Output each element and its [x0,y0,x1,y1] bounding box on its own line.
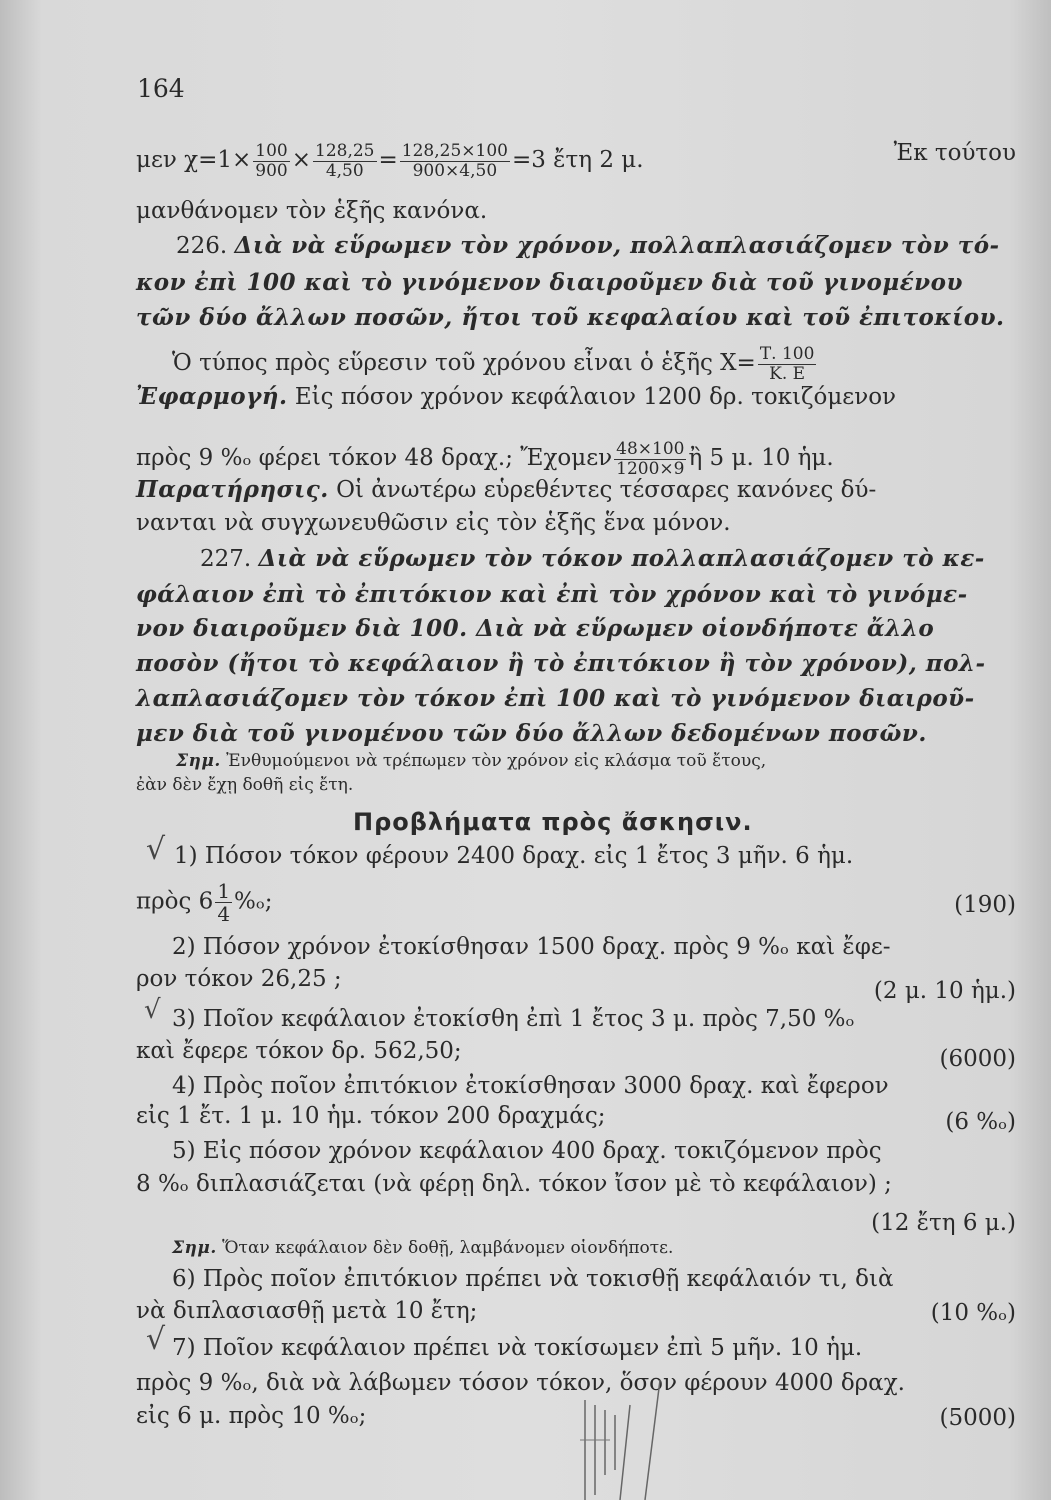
problem-5-line-1: 5) Εἰς πόσον χρόνον κεφάλαιον 400 δραχ. τοκιζόμενον πρὸς [172,1138,882,1164]
problem-2-line-1: 2) Πόσον χρόνον ἐτοκίσθησαν 1500 δραχ. πρὸς 9 %ₒ καὶ ἔφε- [172,934,891,960]
formula-line: μεν χ=1× $\frac{100}{900}$ × $\frac{128,25}{4,50}$ = $\frac{128,25\times 100}{900\times 4,50}$ =3 ἔτη 2 μ. Ἐκ τούτου [136,140,1016,181]
fraction-2: $\frac{128,25}{4,50}$ [315,141,375,181]
fraction-3: $\frac{128,25\times 100}{900\times 4,50}$ [401,141,508,181]
problem-4-line-1: 4) Πρὸς ποῖον ἐπιτόκιον ἐτοκίσθησαν 3000 δραχ. καὶ ἔφερον [172,1073,889,1099]
application-line-2: πρὸς 9 %ₒ φέρει τόκον 48 δραχ.; Ἔχομεν $\frac{48\times 100}{1200\times 9}$ ἢ 5 μ. 10 ἡμ. [136,439,834,479]
handwritten-check-icon: √ [146,832,166,867]
problem-7-line-3: εἰς 6 μ. πρὸς 10 %ₒ; (5000) [136,1403,1016,1431]
rule-227-line-6: μεν διὰ τοῦ γινομένου τῶν δύο ἄλλων δεδομένων ποσῶν. [136,720,927,747]
problem-1-line-2: πρὸς 6 $\frac{1}{4}$ %ₒ; (190) [136,879,1016,926]
fraction-1: $\frac{100}{900}$ [255,141,288,181]
note-2: Σημ. Ὅταν κεφάλαιον δὲν δοθῇ, λαμβάνομεν οἱονδήποτε. [172,1238,674,1258]
formula-226: Ὁ τύπος πρὸς εὕρεσιν τοῦ χρόνου εἶναι ὁ ἑξῆς Χ= $\frac{T. 100}{K. E}$ [172,344,815,384]
remark-line-2: νανται νὰ συγχωνευθῶσιν εἰς τὸν ἑξῆς ἕνα μόνον. [136,510,731,536]
answer-4: (6 %ₒ) [945,1109,1016,1135]
pencil-scribble-icon [575,1380,675,1500]
problem-6-line-1: 6) Πρὸς ποῖον ἐπιτόκιον πρέπει νὰ τοκισθῇ κεφάλαιόν τι, διὰ [172,1266,894,1292]
answer-7: (5000) [939,1405,1016,1431]
problem-5-line-2: 8 %ₒ διπλασιάζεται (νὰ φέρῃ δηλ. τόκον ἴσον μὲ τὸ κεφάλαιον) ; [136,1171,892,1197]
problem-7-line-2: πρὸς 9 %ₒ, διὰ νὰ λάβωμεν τόσον τόκον, ὅσον φέρουν 4000 δραχ. [136,1370,905,1396]
rule-227-line-5: λαπλασιάζομεν τὸν τόκον ἐπὶ 100 καὶ τὸ γινόμενον διαιροῦ- [136,685,975,712]
problem-4-line-2: εἰς 1 ἔτ. 1 μ. 10 ἡμ. τόκον 200 δραχμάς; (6 %ₒ) [136,1103,1016,1135]
handwritten-check-icon: √ [146,1322,166,1357]
answer-3: (6000) [939,1046,1016,1072]
problem-2-line-2: ρον τόκον 26,25 ; (2 μ. 10 ἡμ.) [136,966,1016,1004]
answer-5: (12 ἔτη 6 μ.) [871,1210,1016,1236]
formula-tail: Ἐκ τούτου [893,140,1016,166]
rule-227-line-2: φάλαιον ἐπὶ τὸ ἐπιτόκιον καὶ ἐπὶ τὸν χρόνον καὶ τὸ γινόμε- [136,581,968,608]
handwritten-check-icon: √ [144,995,161,1025]
rule-227-line-4: ποσὸν (ἤτοι τὸ κεφάλαιον ἢ τὸ ἐπιτόκιον ἢ τὸν χρόνον), πολ- [136,650,986,677]
rule-226-line-2: κον ἐπὶ 100 καὶ τὸ γινόμενον διαιροῦμεν διὰ τοῦ γινομένου [136,269,963,296]
note-1-line-2: ἐὰν δὲν ἔχῃ δοθῆ εἰς ἔτη. [136,775,354,795]
answer-6: (10 %ₒ) [930,1300,1016,1326]
section-heading: Προβλήματα πρὸς ἄσκησιν. [353,808,753,836]
text-line: μανθάνομεν τὸν ἑξῆς κανόνα. [136,198,488,224]
page-number: 164 [137,74,185,103]
formula-result: =3 ἔτη 2 μ. [511,147,644,174]
answer-1: (190) [954,892,1016,918]
rule-227-line-3: νον διαιροῦμεν διὰ 100. Διὰ νὰ εὕρωμεν οἱονδήποτε ἄλλο [136,615,935,642]
rule-226-line-1: 226. Διὰ νὰ εὕρωμεν τὸν χρόνον, πολλαπλασιάζομεν τὸν τό- [176,232,1000,259]
rule-226-line-3: τῶν δύο ἄλλων ποσῶν, ἤτοι τοῦ κεφαλαίου καὶ τοῦ ἐπιτοκίου. [136,304,1005,331]
problem-7-line-1: 7) Ποῖον κεφάλαιον πρέπει νὰ τοκίσωμεν ἐπὶ 5 μῆν. 10 ἡμ. [172,1335,863,1361]
remark-line-1: Παρατήρησις. Οἱ ἀνωτέρω εὑρεθέντες τέσσαρες κανόνες δύ- [136,476,877,503]
problem-3-line-2: καὶ ἔφερε τόκον δρ. 562,50; (6000) [136,1038,1016,1072]
problem-3-line-1: 3) Ποῖον κεφάλαιον ἐτοκίσθη ἐπὶ 1 ἔτος 3 μ. πρὸς 7,50 %ₒ [172,1006,855,1032]
rule-227-line-1: 227. Διὰ νὰ εὕρωμεν τὸν τόκον πολλαπλασιάζομεν τὸ κε- [200,545,985,572]
application-line-1: Ἐφαρμογή. Εἰς πόσον χρόνον κεφάλαιον 1200 δρ. τοκιζόμενον [136,383,897,410]
note-1-line-1: Σημ. Ἐνθυμούμενοι νὰ τρέπωμεν τὸν χρόνον εἰς κλάσμα τοῦ ἔτους, [176,751,767,771]
formula-prefix: μεν χ=1× [136,147,252,174]
problem-6-line-2: νὰ διπλασιασθῇ μετὰ 10 ἔτη; (10 %ₒ) [136,1298,1016,1326]
problem-1-line-1: 1) Πόσον τόκον φέρουν 2400 δραχ. εἰς 1 ἔτος 3 μῆν. 6 ἡμ. [174,843,854,869]
answer-2: (2 μ. 10 ἡμ.) [873,978,1016,1004]
